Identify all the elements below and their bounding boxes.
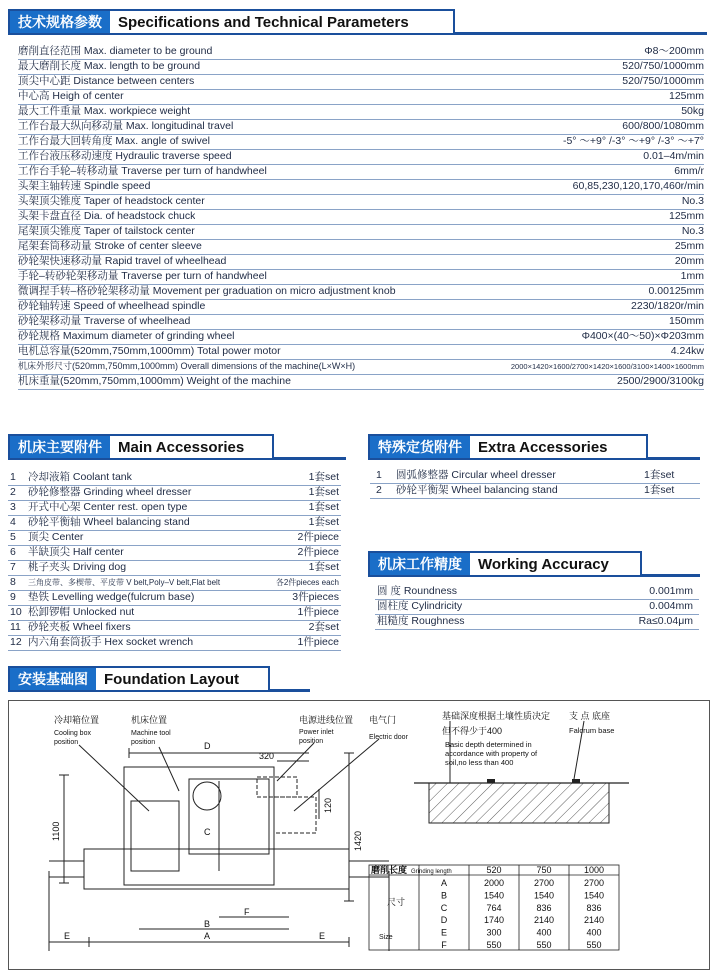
main-acc-name: 三角皮带、多楔带、平皮带 V belt,Poly–V belt,Flat belt [28, 578, 221, 587]
spec-row [18, 209, 704, 225]
spec-label: 工作台液压移动速度 Hydraulic traverse speed [18, 150, 232, 162]
dim-f: F [244, 907, 250, 917]
door-label-en: Electric door [369, 734, 408, 741]
main-acc-row [8, 485, 341, 501]
main-acc-no: 4 [10, 516, 16, 528]
table-cell: 2700 [533, 878, 555, 888]
depth-label-cn: 基础深度根据土壤性质决定 [442, 711, 551, 721]
table-cell: 836 [586, 902, 602, 913]
spec-label: 中心高 Heigh of center [18, 90, 124, 102]
main-acc-name: 砂轮夹板 Wheel fixers [28, 621, 131, 633]
table-size-en: Size [379, 934, 393, 941]
spec-row [18, 344, 704, 360]
spec-label: 电机总容量(520mm,750mm,1000mm) Total power motor [18, 345, 281, 357]
machine-label-en1: Machine tool [131, 730, 171, 737]
dim-a: A [204, 931, 211, 941]
depth-label-en3: soil,no less than 400 [445, 758, 514, 767]
table-cell: 300 [486, 927, 502, 938]
spec-label: 尾架顶尖锥度 Taper of tailstock center [18, 225, 195, 237]
extra-acc-header-en: Extra Accessories [478, 438, 608, 456]
foundation-header-cn: 安装基础图 [10, 668, 96, 690]
spec-label: 头架顶尖锥度 Taper of headstock center [18, 195, 205, 207]
spec-value: 2500/2900/3100kg [617, 375, 704, 387]
foundation-header-en: Foundation Layout [104, 670, 239, 688]
spec-label: 工作台手轮–转移动量 Traverse per turn of handwheel [18, 165, 267, 177]
table-row-key: A [440, 878, 448, 888]
fulcrum-label-en: Falcrum base [569, 726, 615, 735]
spec-value: 25mm [674, 240, 704, 252]
spec-value: 50kg [681, 105, 704, 117]
main-acc-no: 2 [10, 486, 16, 498]
spec-value: 520/750/1000mm [622, 75, 704, 87]
dim-e-right: E [319, 931, 326, 941]
spindle-circle [193, 782, 221, 810]
table-cell: 1540 [583, 890, 605, 901]
table-cell: 2700 [583, 878, 605, 888]
accuracy-header [368, 551, 642, 577]
spec-row [18, 299, 704, 315]
main-acc-no: 1 [10, 471, 16, 483]
spec-label: 最大工件重量 Max. workpiece weight [18, 105, 191, 117]
power-inlet-box [257, 777, 297, 797]
cooling-box [131, 801, 179, 871]
main-acc-qty: 1套set [308, 501, 339, 513]
spec-row [18, 179, 704, 195]
main-acc-qty: 3件pieces [292, 591, 339, 603]
table-title-en: Grinding length [411, 869, 452, 875]
table-size-cn: 尺寸 [387, 897, 406, 907]
power-label-en1: Power inlet [299, 729, 334, 736]
extra-acc-name: 圆弧修整器 Circular wheel dresser [396, 469, 556, 481]
table-cell: 1540 [533, 890, 555, 901]
main-acc-qty: 1套set [308, 561, 339, 573]
foundation-drawing [9, 701, 709, 969]
spec-row [18, 224, 704, 240]
accuracy-row [375, 614, 699, 630]
spec-value: 520/750/1000mm [622, 60, 704, 72]
spec-label: 工作台最大纵向移动量 Max. longitudinal travel [18, 120, 234, 132]
table-cell: 550 [486, 940, 502, 950]
main-acc-qty: 2件piece [297, 546, 339, 558]
spec-row [18, 269, 704, 285]
spec-row [18, 314, 704, 330]
spec-label: 砂轮架快速移动量 Rapid travel of wheelhead [18, 255, 227, 267]
spec-row [18, 74, 704, 90]
spec-row [18, 359, 704, 375]
spec-label: 头架卡盘直径 Dia. of headstock chuck [18, 210, 196, 222]
spec-value: No.3 [681, 225, 704, 237]
accuracy-header-en: Working Accuracy [478, 555, 609, 573]
foundation-drawing-frame [8, 700, 710, 970]
dim-120: 120 [323, 797, 333, 813]
spec-value: 0.01–4m/min [643, 150, 704, 162]
spec-row [18, 284, 704, 300]
spec-label: 顶尖中心距 Distance between centers [18, 75, 195, 87]
main-acc-no: 8 [10, 576, 16, 588]
main-acc-no: 3 [10, 501, 16, 513]
coolant-label-en2: position [54, 739, 79, 746]
main-acc-qty: 1套set [308, 471, 339, 483]
main-acc-header-en: Main Accessories [118, 438, 245, 456]
spec-value: 1mm [680, 270, 704, 282]
table-cell: 836 [536, 902, 552, 913]
accuracy-value: 0.004mm [649, 600, 693, 612]
spec-row [18, 329, 704, 345]
spec-value: 600/800/1080mm [622, 120, 704, 132]
table-row-key: E [440, 927, 448, 938]
dim-c: C [204, 827, 211, 837]
electric-door-box [274, 797, 316, 833]
main-acc-qty: 1件piece [297, 606, 339, 618]
accuracy-name: 圆 度 Roundness [377, 585, 457, 597]
spec-value: 4.24kw [670, 345, 704, 357]
main-acc-header-cn: 机床主要附件 [10, 436, 110, 458]
spec-row [18, 239, 704, 255]
main-acc-name: 砂轮修整器 Grinding wheel dresser [28, 486, 192, 498]
spec-row [18, 374, 704, 390]
accuracy-value: Ra≤0.04μm [638, 615, 693, 627]
table-col-header: 750 [536, 865, 552, 875]
spec-row [18, 104, 704, 120]
spec-value: 150mm [668, 315, 704, 327]
main-acc-no: 12 [10, 636, 22, 648]
spec-value: -5° ～+9° /-3° ～+9° /-3° ～+7° [562, 135, 704, 147]
table-row-key: B [440, 890, 448, 901]
spec-row [18, 89, 704, 105]
main-acc-qty: 各2件pieces each [275, 578, 339, 587]
spec-value: 0.00125mm [648, 285, 704, 297]
spec-label: 手轮–转砂轮架移动量 Traverse per turn of handwheel [18, 270, 267, 282]
main-acc-row [8, 590, 341, 606]
spec-row [18, 194, 704, 210]
dim-d: D [204, 741, 211, 751]
spec-value: Φ400×(40～50)×Φ203mm [581, 330, 704, 342]
main-acc-row [8, 515, 341, 531]
extra-acc-rule [648, 457, 700, 460]
accuracy-name: 圆柱度 Cylindricity [377, 600, 463, 612]
main-acc-qty: 2件piece [297, 531, 339, 543]
accuracy-row [375, 584, 699, 600]
power-label-cn: 电源进线位置 [299, 715, 354, 725]
spec-value: 20mm [674, 255, 704, 267]
spec-label: 砂轮规格 Maximum diameter of grinding wheel [18, 330, 235, 342]
spec-label: 砂轮架移动量 Traverse of wheelhead [18, 315, 191, 327]
table-cell: 550 [586, 940, 602, 950]
main-acc-row [8, 620, 341, 636]
spec-label: 最大磨削长度 Max. length to be ground [18, 60, 201, 72]
spec-value: 125mm [668, 210, 704, 222]
specs-header [8, 9, 455, 35]
specs-header-cn: 技术规格参数 [10, 11, 110, 33]
table-cell: 2000 [483, 878, 505, 888]
spec-row [18, 134, 704, 150]
power-label-en2: position [299, 738, 324, 745]
accuracy-name: 粗糙度 Roughness [377, 615, 465, 627]
extra-acc-row [370, 483, 700, 499]
spec-row [18, 149, 704, 165]
spec-row [18, 44, 704, 60]
extra-acc-header [368, 434, 648, 460]
foundation-rule [270, 689, 310, 692]
extra-acc-header-cn: 特殊定货附件 [370, 436, 470, 458]
spec-label: 头架主轴转速 Spindle speed [18, 180, 151, 192]
table-row-key: D [440, 915, 448, 926]
specs-header-en: Specifications and Technical Parameters [118, 13, 409, 31]
main-acc-no: 9 [10, 591, 16, 603]
spec-value: 125mm [668, 90, 704, 102]
table-col-header: 520 [486, 865, 502, 875]
machine-label-cn: 机床位置 [131, 715, 168, 725]
table-cell: 400 [586, 927, 602, 938]
dim-320: 320 [259, 751, 275, 761]
main-acc-name: 半缺顶尖 Half center [28, 546, 124, 558]
foundation-header [8, 666, 270, 692]
table-row-key: F [441, 940, 447, 950]
main-acc-name: 松卸锣帽 Unlocked nut [28, 606, 135, 618]
spec-value: Φ8～200mm [644, 45, 704, 57]
foundation-section [429, 783, 609, 823]
accuracy-row [375, 599, 699, 615]
main-acc-qty: 1件piece [297, 636, 339, 648]
main-acc-name: 垫铁 Levelling wedge(fulcrum base) [28, 591, 195, 603]
table-cell: 1740 [483, 915, 505, 926]
main-acc-rule [274, 457, 346, 460]
main-acc-no: 7 [10, 561, 16, 573]
depth-label-en2: accordance with property of [445, 749, 538, 758]
door-label-cn: 电气门 [369, 715, 397, 725]
main-acc-row [8, 500, 341, 516]
table-cell: 1540 [483, 890, 505, 901]
depth-label-en1: Basic depth determined in [445, 740, 532, 749]
accuracy-value: 0.001mm [649, 585, 693, 597]
main-acc-name: 顶尖 Center [28, 531, 84, 543]
spec-label: 机床重量(520mm,750mm,1000mm) Weight of the machine [18, 375, 291, 387]
table-cell: 2140 [583, 915, 605, 926]
spec-row [18, 119, 704, 135]
dim-1100: 1100 [51, 821, 61, 841]
main-acc-name: 砂轮平衡轴 Wheel balancing stand [28, 516, 190, 528]
spec-label: 磨削直径范围 Max. diameter to be ground [18, 45, 213, 57]
spec-label: 尾架套筒移动量 Stroke of center sleeve [18, 240, 202, 252]
spec-value: No.3 [681, 195, 704, 207]
main-acc-row [8, 470, 341, 486]
extra-acc-qty: 1套set [644, 469, 675, 481]
main-acc-name: 内六角套筒扳手 Hex socket wrench [28, 636, 194, 648]
spec-label: 砂轮轴转速 Speed of wheelhead spindle [18, 300, 206, 312]
accuracy-header-cn: 机床工作精度 [370, 553, 470, 575]
spec-label: 机床外形尺寸(520mm,750mm,1000mm) Overall dimensions of the machine(L×W×H) [18, 361, 356, 371]
coolant-label-cn: 冷却箱位置 [54, 715, 100, 725]
dim-b: B [204, 919, 211, 929]
extra-acc-name: 砂轮平衡架 Wheel balancing stand [396, 484, 558, 496]
table-cell: 764 [486, 902, 502, 913]
extra-acc-no: 2 [376, 484, 382, 496]
main-acc-qty: 1套set [308, 516, 339, 528]
accuracy-rule [642, 574, 700, 577]
spec-row [18, 164, 704, 180]
spec-row [18, 59, 704, 75]
main-acc-row [8, 605, 341, 621]
main-acc-row [8, 530, 341, 546]
spec-label: 微调捏手转–格砂轮架移动量 Movement per graduation on micro adjustment knob [18, 285, 396, 297]
main-acc-no: 5 [10, 531, 16, 543]
main-acc-no: 11 [10, 621, 21, 633]
spec-value: 60,85,230,120,170,460r/min [572, 180, 704, 192]
specs-rule [455, 32, 707, 35]
main-acc-name: 桃子夹头 Driving dog [28, 561, 127, 573]
extra-acc-no: 1 [376, 469, 382, 481]
main-acc-no: 10 [10, 606, 22, 618]
fulcrum-label-cn: 支 点 底座 [569, 711, 611, 721]
main-acc-qty: 2套set [308, 621, 339, 633]
table-title-cn: 磨削长度 [371, 865, 408, 875]
spec-row [18, 254, 704, 270]
extra-acc-row [370, 468, 700, 484]
spec-value: 2230/1820r/min [631, 300, 704, 312]
wheelhead-outline [189, 779, 269, 854]
spec-value: 2000×1420×1600/2700×1420×1600/3100×1400×1600mm [510, 362, 704, 371]
table-row-key: C [440, 902, 448, 913]
dim-1420: 1420 [353, 830, 363, 851]
main-acc-qty: 1套set [308, 486, 339, 498]
depth-label-cn2: 但不得少于400 [442, 726, 503, 736]
main-acc-no: 6 [10, 546, 16, 558]
main-acc-header [8, 434, 274, 460]
main-acc-name: 开式中心架 Center rest. open type [28, 501, 188, 513]
dim-e-left: E [64, 931, 71, 941]
main-acc-row [8, 560, 341, 576]
main-acc-row [8, 545, 341, 561]
table-cell: 2140 [533, 915, 555, 926]
spec-value: 6mm/r [674, 165, 704, 177]
table-cell: 400 [536, 927, 552, 938]
extra-acc-qty: 1套set [644, 484, 675, 496]
table-cell: 550 [536, 940, 552, 950]
spec-label: 工作台最大回转角度 Max. angle of swivel [18, 135, 210, 147]
machine-label-en2: position [131, 739, 156, 746]
main-acc-name: 冷却液箱 Coolant tank [28, 471, 132, 483]
coolant-label-en1: Cooling box [54, 730, 91, 737]
main-acc-row [8, 575, 341, 591]
table-col-header: 1000 [583, 865, 605, 875]
main-acc-row [8, 635, 341, 651]
